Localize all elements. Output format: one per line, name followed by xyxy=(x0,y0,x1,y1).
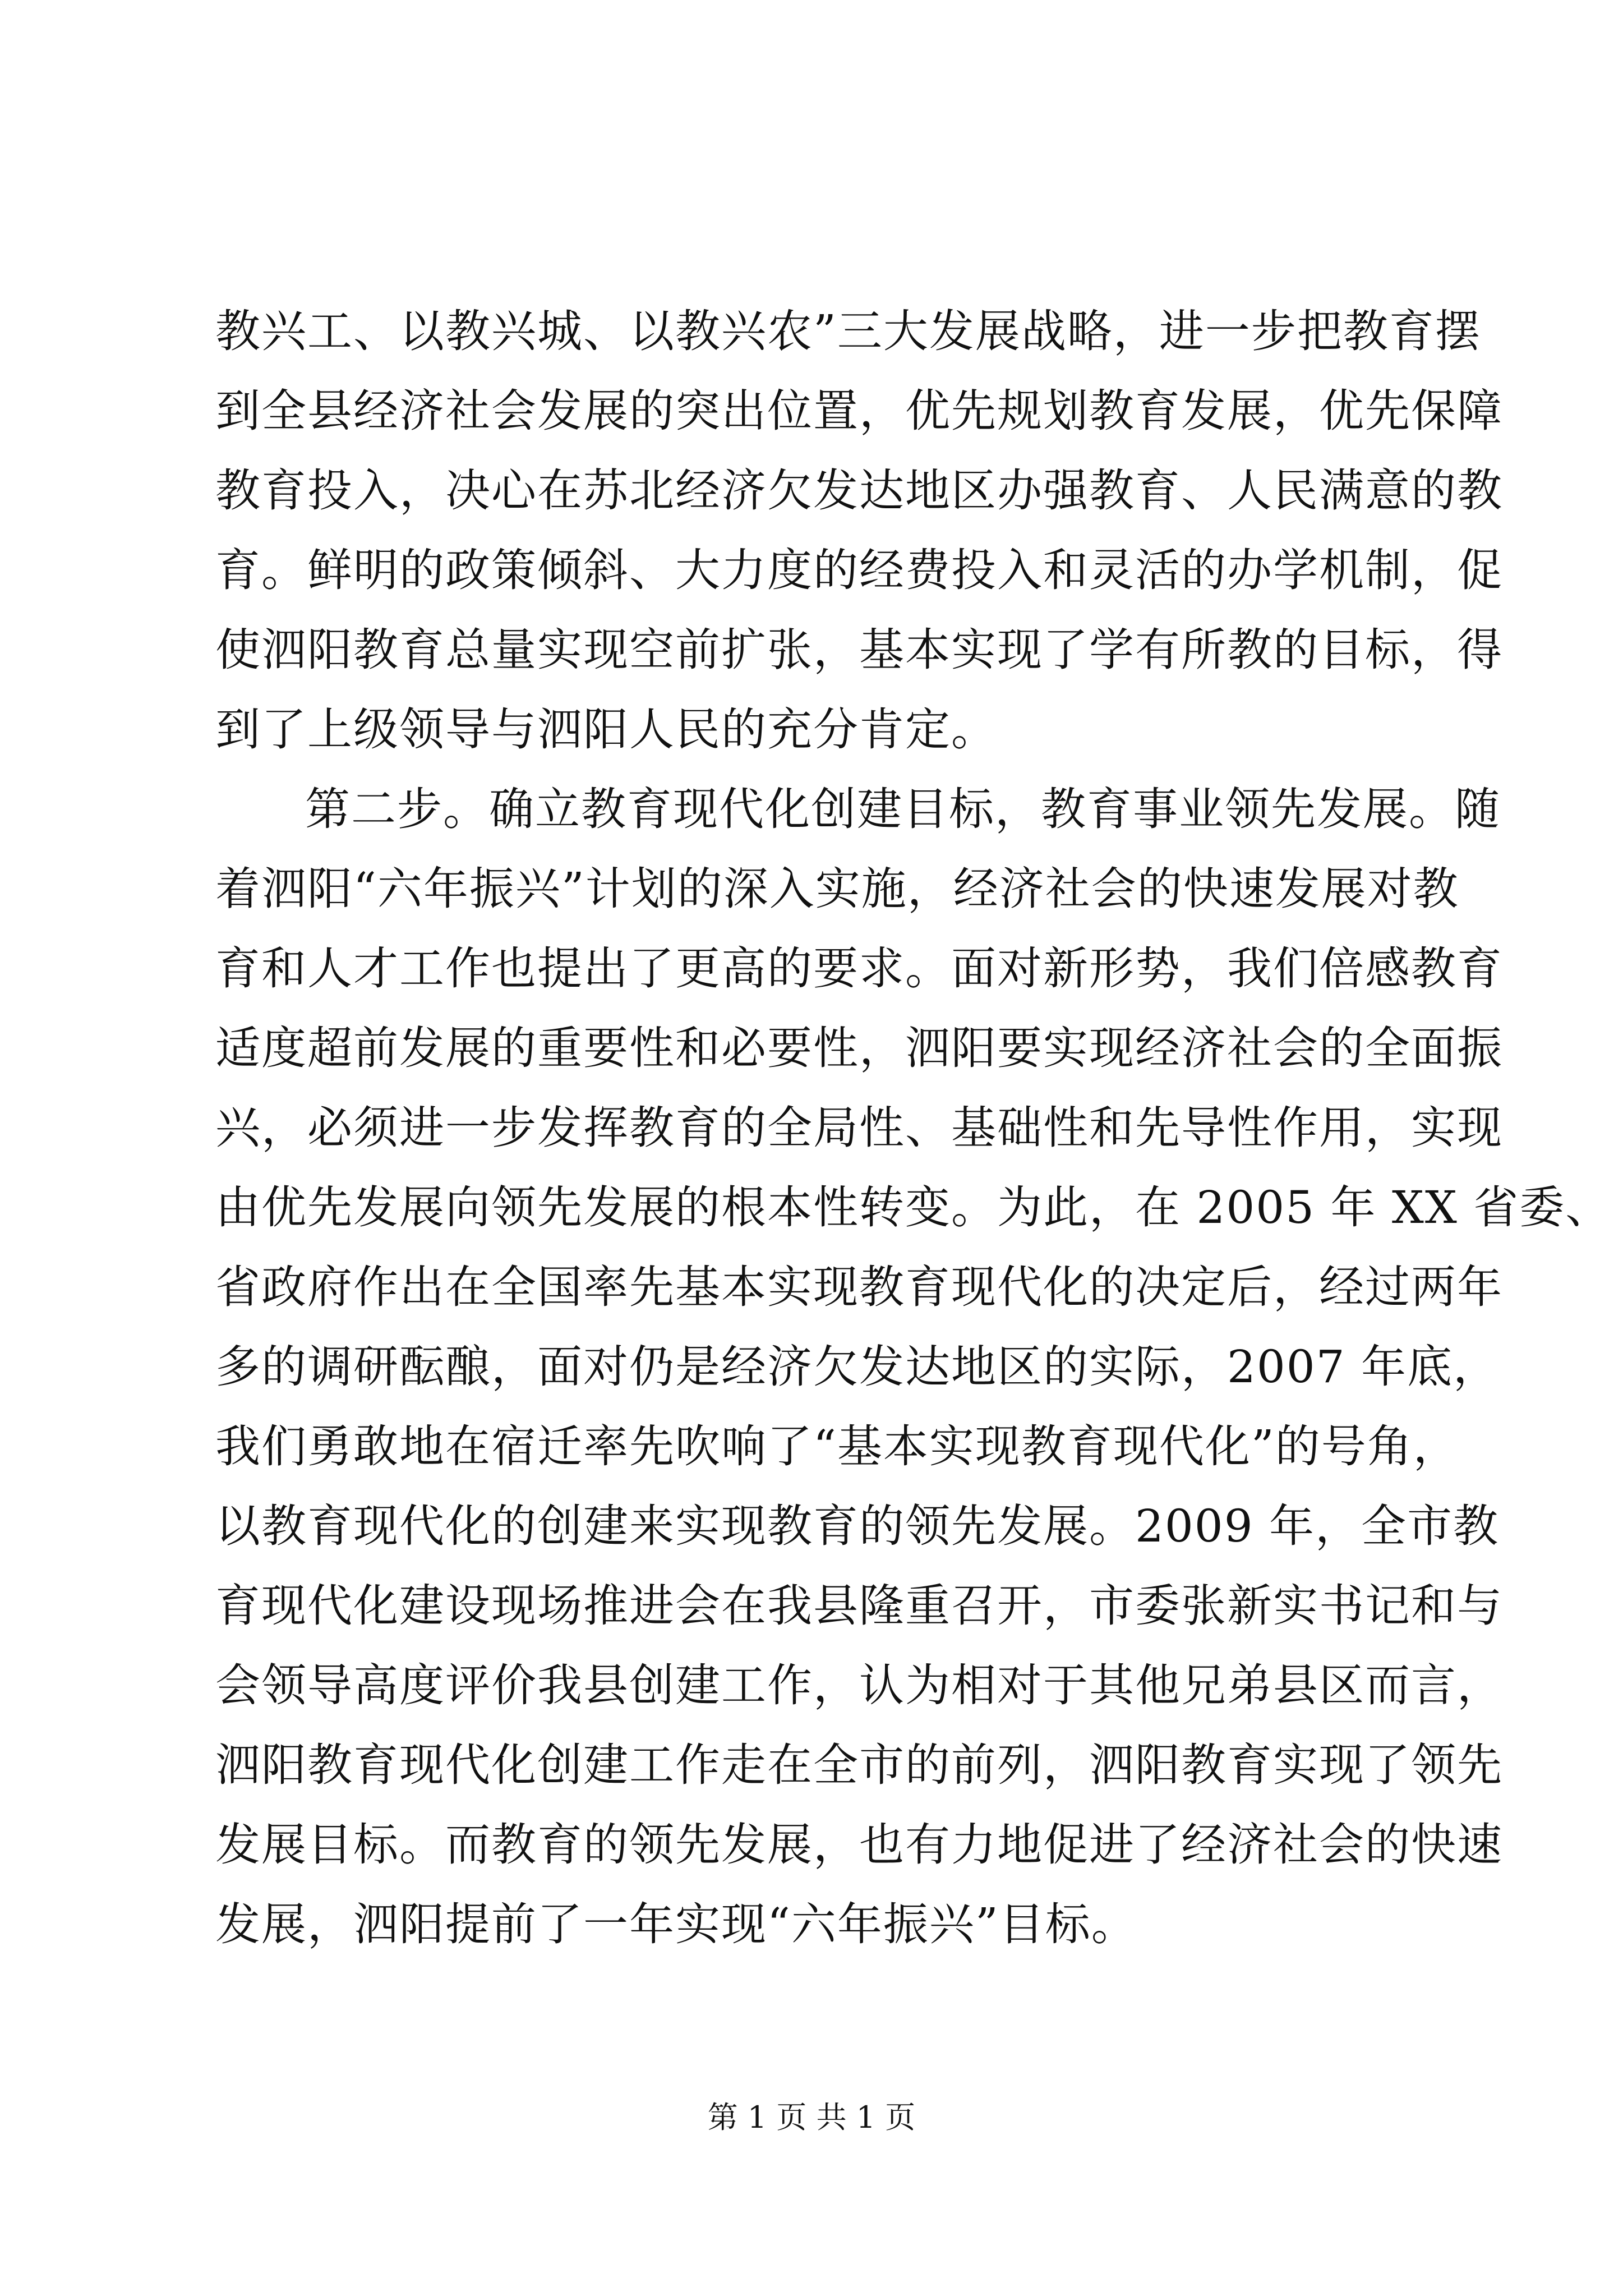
text-line: 育。鲜明的政策倾斜、大力度的经费投入和灵活的办学机制，促 xyxy=(215,544,1503,596)
text-line: 以教育现代化的创建来实现教育的领先发展。2009 年，全市教 xyxy=(215,1500,1500,1552)
text-line: 省政府作出在全国率先基本实现教育现代化的决定后，经过两年 xyxy=(215,1261,1503,1313)
text-line: 兴，必须进一步发挥教育的全局性、基础性和先导性作用，实现 xyxy=(215,1102,1503,1154)
text-line: 泗阳教育现代化创建工作走在全市的前列，泗阳教育实现了领先 xyxy=(215,1739,1503,1791)
text-line: 适度超前发展的重要性和必要性，泗阳要实现经济社会的全面振 xyxy=(215,1022,1503,1074)
text-line: 育现代化建设现场推进会在我县隆重召开，市委张新实书记和与 xyxy=(215,1580,1503,1632)
text-line: 到全县经济社会发展的突出位置，优先规划教育发展，优先保障 xyxy=(215,385,1503,437)
page-footer xyxy=(0,2098,1623,2137)
text-line: 到了上级领导与泗阳人民的充分肯定。 xyxy=(215,703,997,756)
text-line: 发展目标。而教育的领先发展，也有力地促进了经济社会的快速 xyxy=(215,1819,1503,1871)
text-line: 我们勇敢地在宿迁率先吹响了“基本实现教育现代化”的号角， xyxy=(215,1420,1459,1473)
text-line: 多的调研酝酿，面对仍是经济欠发达地区的实际，2007 年底， xyxy=(215,1341,1500,1393)
text-line: 会领导高度评价我县创建工作，认为相对于其他兄弟县区而言， xyxy=(215,1659,1503,1711)
body-text xyxy=(215,292,1612,1964)
text-line: 教育投入，决心在苏北经济欠发达地区办强教育、人民满意的教 xyxy=(215,464,1503,517)
page-number: 第 1 页 共 1 页 xyxy=(707,2100,916,2135)
text-line: 发展，泗阳提前了一年实现“六年振兴”目标。 xyxy=(215,1898,1137,1950)
text-line: 育和人才工作也提出了更高的要求。面对新形势，我们倍感教育 xyxy=(215,942,1503,995)
paragraph-start-line: 第二步。确立教育现代化创建目标，教育事业领先发展。随 xyxy=(305,783,1501,835)
text-line: 着泗阳“六年振兴”计划的深入实施，经济社会的快速发展对教 xyxy=(215,863,1459,915)
text-line: 由优先发展向领先发展的根本性转变。为此，在 2005 年 XX 省委、 xyxy=(215,1181,1612,1234)
text-line: 使泗阳教育总量实现空前扩张，基本实现了学有所教的目标，得 xyxy=(215,624,1503,676)
text-line: 教兴工、以教兴城、以教兴农”三大发展战略，进一步把教育摆 xyxy=(215,305,1481,357)
